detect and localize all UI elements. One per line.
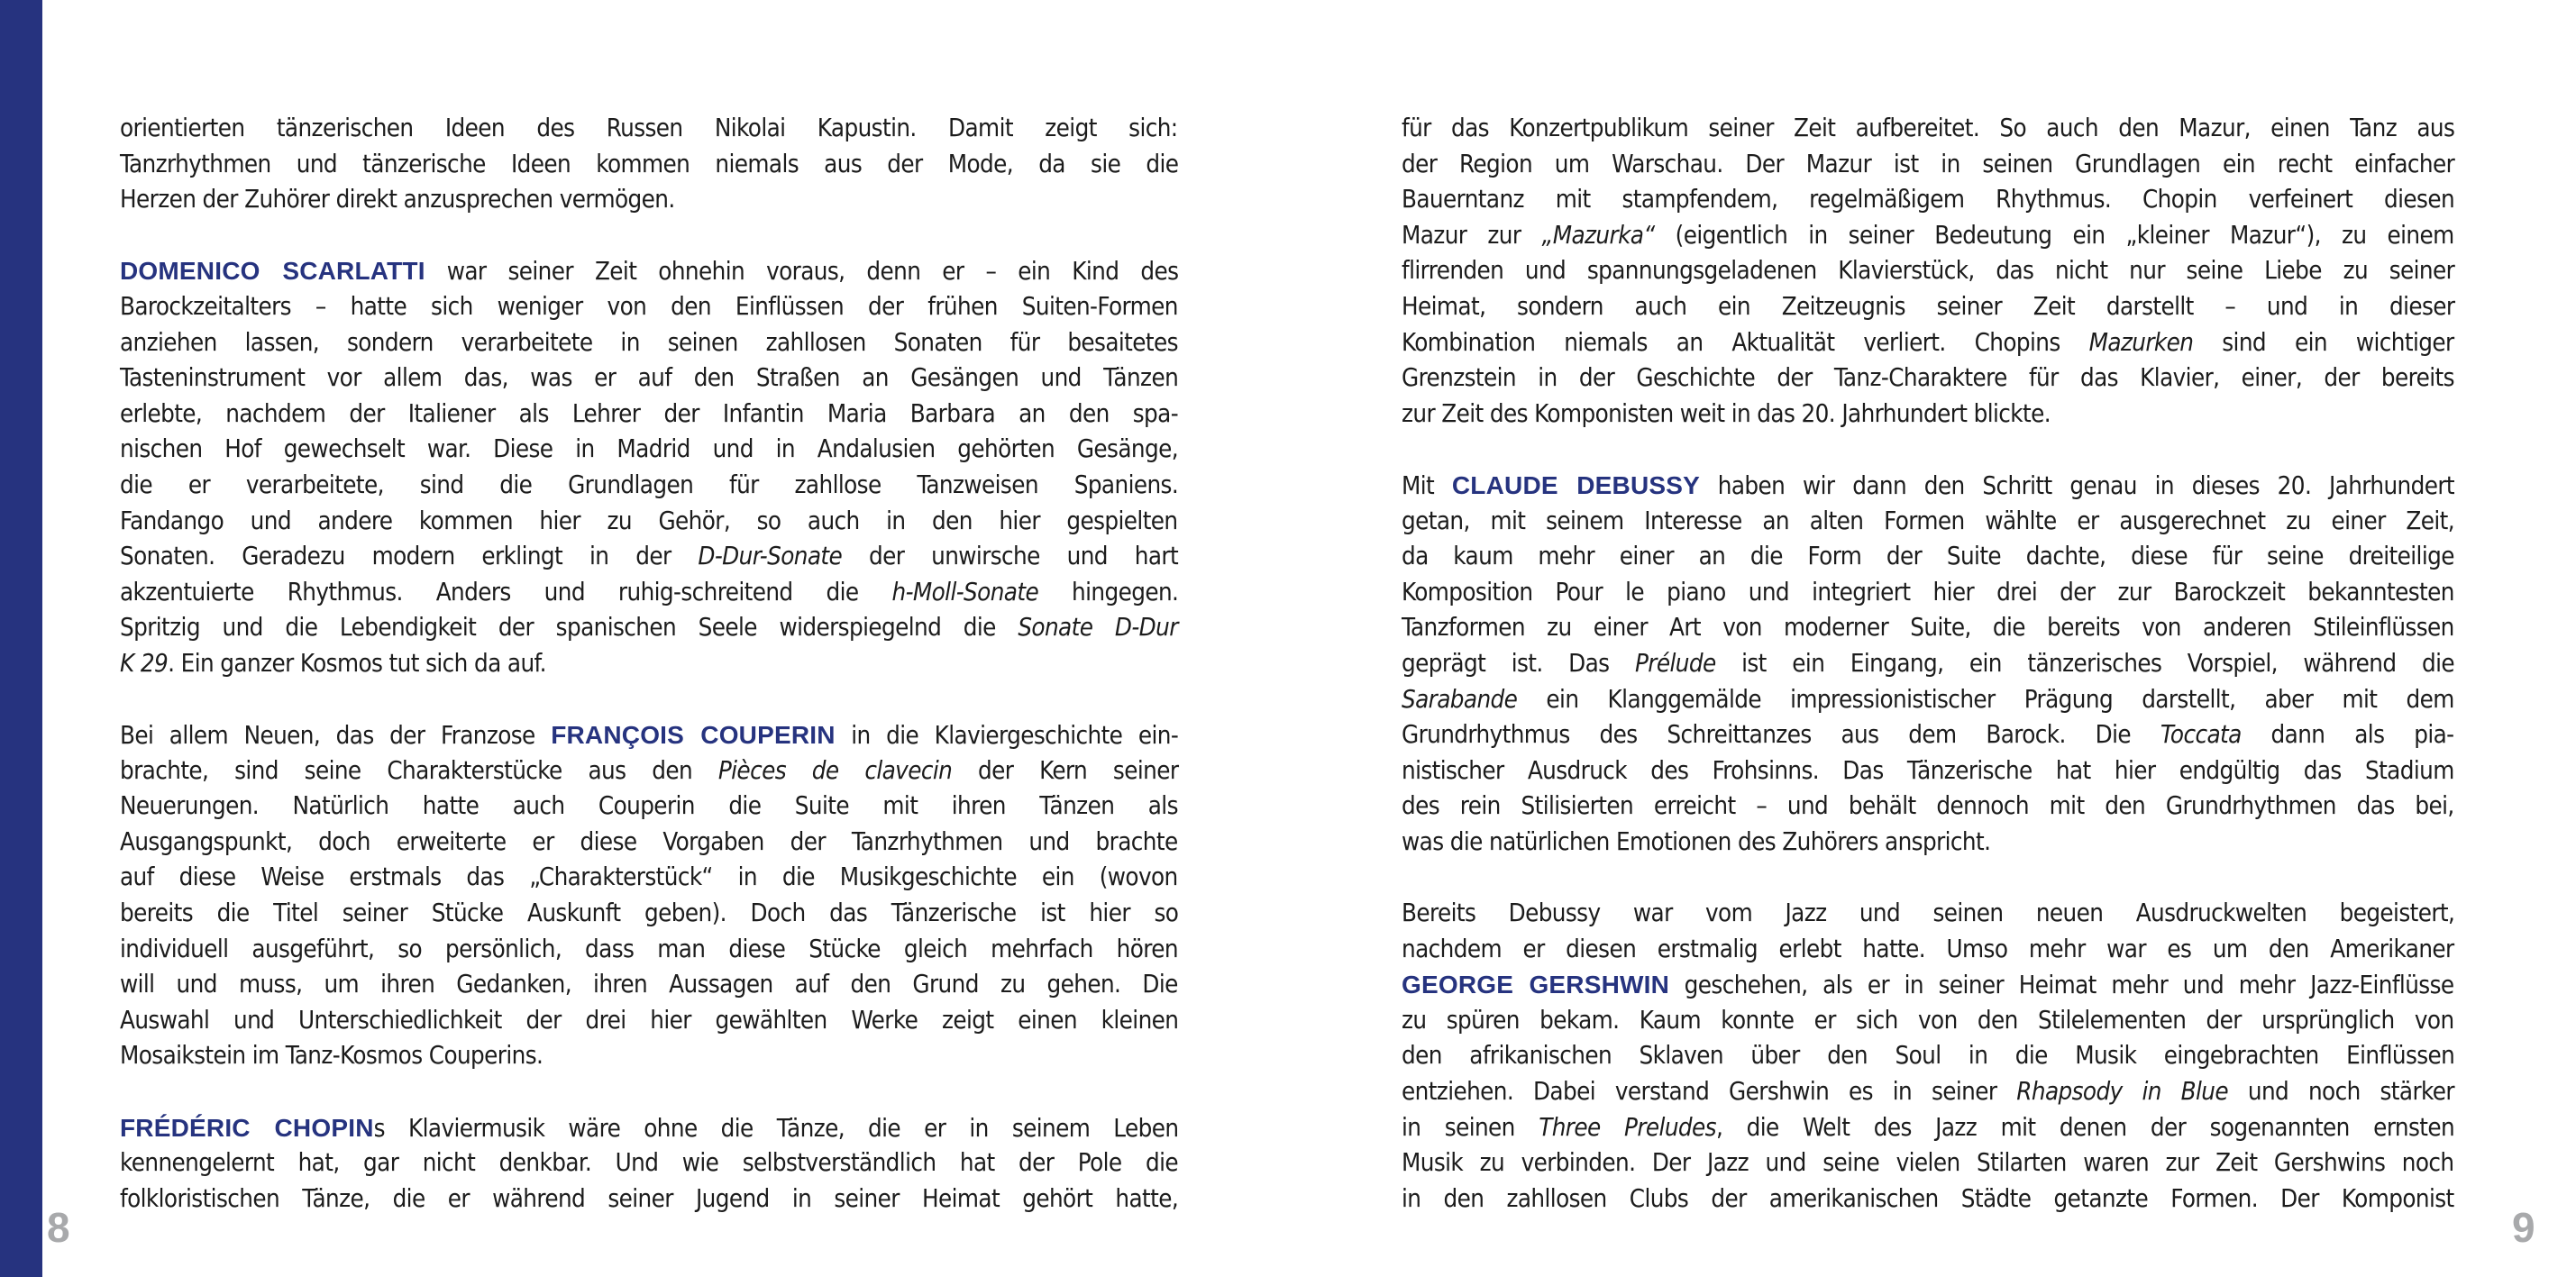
paragraph	[120, 111, 1178, 218]
text-run: war seiner Zeit ohnehin voraus, denn er – ein Kind des	[425, 257, 1179, 287]
text-line	[120, 1003, 1178, 1039]
text-line	[1402, 182, 2454, 218]
text-line	[120, 967, 1178, 1003]
paragraph	[1402, 468, 2454, 861]
text-line	[120, 1181, 1178, 1218]
text-run: Mosaikstein im Tanz-Kosmos Couperins.	[120, 1041, 544, 1071]
text-run: Bauerntanz mit stampfendem, regelmäßigem Rhythmus. Chopin verfeinert diesen	[1402, 185, 2455, 214]
italic-title: Mazurken	[2088, 327, 2194, 357]
text-run: entziehen. Dabei verstand Gershwin es in seiner	[1402, 1077, 2017, 1107]
text-run: für das Konzertpublikum seiner Zeit aufbereitet. So auch den Mazur, einen Tanz aus	[1402, 114, 2455, 142]
text-line	[1402, 325, 2454, 361]
text-run: nachdem er diesen erstmalig erlebt hatte. Umso mehr war es um den Amerikaner	[1402, 934, 2454, 963]
paragraph	[120, 253, 1178, 681]
text-run: zur Zeit des Komponisten weit in das 20. Jahrhundert blickte.	[1402, 398, 2051, 428]
composer-name: DOMENICO SCARLATTI	[120, 257, 425, 286]
composer-name: FRÉDÉRIC CHOPIN	[120, 1113, 374, 1142]
text-line	[120, 111, 1178, 147]
text-run: hingegen.	[1038, 577, 1179, 607]
text-run: Barockzeitalters – hatte sich weniger von den Einflüssen der frühen Suiten-Formen	[120, 291, 1178, 321]
text-run: erlebte, nachdem der Italiener als Lehrer der Infantin Maria Barbara an den spa-	[120, 398, 1179, 428]
text-run: in die Klaviergeschichte ein-	[835, 721, 1179, 751]
text-line	[1402, 825, 2454, 861]
text-run: ist ein Eingang, ein tänzerisches Vorspiel, während die	[1715, 648, 2455, 678]
text-line	[1402, 610, 2454, 646]
page-number-right: 9	[2512, 1204, 2535, 1251]
text-line	[1402, 1145, 2454, 1181]
text-line	[120, 253, 1178, 289]
text-line	[120, 397, 1178, 433]
paragraph	[120, 1110, 1178, 1218]
text-run: den afrikanischen Sklaven über den Soul in die Musik eingebrachten Einflüssen	[1402, 1041, 2455, 1071]
text-line	[1402, 504, 2454, 540]
text-line	[1402, 682, 2454, 718]
italic-title: Sonate D-Dur	[1018, 613, 1178, 643]
text-run: . Ein ganzer Kosmos tut sich da auf.	[168, 648, 546, 678]
text-line	[1402, 397, 2454, 433]
text-run: Auswahl und Unterschiedlichkeit der drei hier gewählten Werke zeigt einen kleinen	[120, 1005, 1179, 1035]
composer-name: GEORGE GERSHWIN	[1402, 971, 1670, 999]
text-run: Herzen der Zuhörer direkt anzusprechen vermögen.	[120, 185, 675, 214]
text-run: Neuerungen. Natürlich hatte auch Couperin die Suite mit ihren Tänzen als	[120, 791, 1178, 821]
text-run: Fandango und andere kommen hier zu Gehör, so auch in den hier gespielten	[120, 506, 1178, 535]
text-line	[120, 717, 1178, 753]
italic-title: Toccata	[2160, 720, 2242, 750]
text-run: Grenzstein in der Geschichte der Tanz-Charaktere für das Klavier, einer, der bereits	[1402, 363, 2454, 393]
text-run: was die natürlichen Emotionen des Zuhörers anspricht.	[1402, 826, 1991, 856]
text-run: s Klaviermusik wäre ohne die Tänze, die er in seinem Leben	[373, 1113, 1179, 1143]
italic-title: K 29	[120, 648, 169, 678]
text-line	[120, 147, 1178, 183]
text-line	[120, 468, 1178, 504]
text-run: der unwirsche und hart	[842, 542, 1179, 571]
text-run: folkloristischen Tänze, die er während seiner Jugend in seiner Heimat gehört hatte,	[120, 1183, 1179, 1213]
text-line	[1402, 1038, 2454, 1074]
blue-spine-bar	[0, 0, 42, 1277]
text-run: dann als pia-	[2241, 720, 2454, 750]
text-line	[120, 753, 1178, 789]
paragraph	[1402, 111, 2454, 432]
page-number-left: 8	[47, 1204, 70, 1251]
text-run: getan, mit seinem Interesse an alten Formen wählte er ausgerechnet zu einer Zeit,	[1402, 506, 2454, 535]
text-run: in den zahllosen Clubs der amerikanischen Städte getanzte Formen. Der Komponist	[1402, 1183, 2454, 1213]
text-run: geschehen, als er in seiner Heimat mehr und mehr Jazz-Einflüsse	[1669, 971, 2454, 1000]
text-run: der Region um Warschau. Der Mazur ist in seinen Grundlagen ein recht einfacher	[1402, 149, 2455, 178]
text-line	[120, 289, 1178, 325]
text-run: orientierten tänzerischen Ideen des Russen Nikolai Kapustin. Damit zeigt sich:	[120, 114, 1178, 142]
text-run: bereits die Titel seiner Stücke Auskunft geben). Doch das Tänzerische ist hier so	[120, 898, 1179, 928]
text-line	[1402, 1181, 2454, 1218]
text-run: in seinen	[1402, 1112, 1539, 1142]
composer-name: CLAUDE DEBUSSY	[1451, 470, 1700, 499]
text-run: Grundrhythmus des Schreittanzes aus dem Barock. Die	[1402, 720, 2160, 750]
text-line	[120, 325, 1178, 361]
text-run: , die Welt des Jazz mit denen der sogenannten ernsten	[1715, 1112, 2455, 1142]
text-line	[1402, 253, 2454, 289]
text-run: Tanzrhythmen und tänzerische Ideen kommen niemals aus der Mode, da sie die	[120, 149, 1179, 178]
text-line	[120, 504, 1178, 540]
text-line	[120, 610, 1178, 646]
text-run: anziehen lassen, sondern verarbeitete in seinen zahllosen Sonaten für besaitetes	[120, 327, 1178, 357]
text-line	[120, 539, 1178, 575]
text-run: Tanzformen zu einer Art von moderner Suite, die bereits von anderen Stileinflüssen	[1402, 613, 2454, 643]
text-run: ein Klanggemälde impressionistischer Prägung darstellt, aber mit dem	[1517, 684, 2454, 714]
text-line	[1402, 539, 2454, 575]
text-run: da kaum mehr einer an die Form der Suite dachte, diese für seine dreiteilige	[1402, 542, 2454, 571]
text-run: (eigentlich in seiner Bedeutung ein „kleiner Mazur“), zu einem	[1654, 220, 2454, 250]
italic-title: Sarabande	[1402, 684, 1518, 714]
text-line	[120, 432, 1178, 468]
text-run: sind ein wichtiger	[2193, 327, 2454, 357]
paragraph	[1402, 896, 2454, 1217]
text-line	[1402, 717, 2454, 753]
text-line	[1402, 1074, 2454, 1110]
text-run: haben wir dann den Schritt genau in dieses 20. Jahrhundert	[1700, 470, 2455, 500]
text-run: Kombination niemals an Aktualität verliert. Chopins	[1402, 327, 2089, 357]
text-run: brachte, sind seine Charakterstücke aus den	[120, 755, 718, 785]
text-run: Spritzig und die Lebendigkeit der spanischen Seele widerspiegelnd die	[120, 613, 1019, 643]
text-line	[120, 1145, 1178, 1181]
text-run: Mazur zur	[1402, 220, 1542, 250]
italic-title: Rhapsody in Blue	[2016, 1077, 2229, 1107]
text-run: nischen Hof gewechselt war. Diese in Madrid und in Andalusien gehörten Gesänge,	[120, 434, 1178, 464]
text-line	[120, 932, 1178, 968]
page-9-body	[1402, 111, 2454, 1253]
text-line	[1402, 753, 2454, 789]
text-line	[120, 646, 1178, 682]
text-line	[120, 575, 1178, 611]
page-8-body	[120, 111, 1178, 1253]
text-line	[1402, 111, 2454, 147]
italic-title: „Mazurka“	[1541, 220, 1655, 250]
text-line	[120, 825, 1178, 861]
text-run: die er verarbeitete, sind die Grundlagen für zahllose Tanzweisen Spaniens.	[120, 470, 1179, 499]
text-run: akzentuierte Rhythmus. Anders und ruhig-schreitend die	[120, 577, 892, 607]
text-run: Bei allem Neuen, das der Franzose	[120, 721, 552, 751]
text-run: individuell ausgeführt, so persönlich, dass man diese Stücke gleich mehrfach hören	[120, 934, 1178, 963]
text-line	[1402, 646, 2454, 682]
text-run: will und muss, um ihren Gedanken, ihren Aussagen auf den Grund zu gehen. Die	[120, 970, 1178, 999]
text-run: Sonaten. Geradezu modern erklingt in der	[120, 542, 699, 571]
text-run: geprägt ist. Das	[1402, 648, 1635, 678]
text-run: Komposition Pour le piano und integriert hier drei der zur Barockzeit bekanntesten	[1402, 577, 2454, 607]
text-line	[1402, 147, 2454, 183]
italic-title: Pièces de clavecin	[717, 755, 953, 785]
text-line	[1402, 360, 2454, 397]
text-run: kennengelernt hat, gar nicht denkbar. Und wie selbstverständlich hat der Pole die	[120, 1148, 1179, 1178]
composer-name: FRANÇOIS COUPERIN	[551, 721, 836, 750]
text-run: Ausgangspunkt, doch erweiterte er diese Vorgaben der Tanzrhythmen und brachte	[120, 826, 1178, 856]
text-run: Mit	[1402, 470, 1452, 500]
italic-title: Three Preludes	[1539, 1112, 1716, 1142]
italic-title: Prélude	[1634, 648, 1716, 678]
text-line	[120, 1110, 1178, 1146]
text-line	[1402, 1003, 2454, 1039]
text-line	[120, 1038, 1178, 1074]
text-run: der Kern seiner	[952, 755, 1179, 785]
text-run: Heimat, sondern auch ein Zeitzeugnis seiner Zeit darstellt – und in dieser	[1402, 291, 2455, 321]
text-run: auf diese Weise erstmals das „Charakterstück“ in die Musikgeschichte ein (wovon	[120, 862, 1178, 892]
text-line	[1402, 575, 2454, 611]
text-line	[120, 860, 1178, 896]
text-line	[120, 789, 1178, 825]
text-line	[120, 182, 1178, 218]
text-line	[1402, 1110, 2454, 1146]
text-run: Bereits Debussy war vom Jazz und seinen neuen Ausdruckwelten begeistert,	[1402, 898, 2455, 928]
text-run: des rein Stilisierten erreicht – und behält dennoch mit den Grundrhythmen das bei,	[1402, 791, 2454, 821]
text-line	[1402, 218, 2454, 254]
paragraph	[120, 717, 1178, 1074]
text-run: zu spüren bekam. Kaum konnte er sich von den Stilelementen der ursprünglich von	[1402, 1005, 2454, 1035]
italic-title: h-Moll-Sonate	[891, 577, 1039, 607]
text-run: flirrenden und spannungsgeladenen Klavierstück, das nicht nur seine Liebe zu seiner	[1402, 256, 2455, 286]
text-line	[1402, 932, 2454, 968]
text-line	[1402, 289, 2454, 325]
text-run: nistischer Ausdruck des Frohsinns. Das Tänzerische hat hier endgültig das Stadium	[1402, 755, 2454, 785]
text-line	[120, 360, 1178, 397]
text-line	[120, 896, 1178, 932]
text-run: und noch stärker	[2228, 1077, 2454, 1107]
text-line	[1402, 967, 2454, 1003]
text-line	[1402, 468, 2454, 504]
italic-title: D-Dur-Sonate	[698, 542, 843, 571]
text-line	[1402, 789, 2454, 825]
text-line	[1402, 896, 2454, 932]
text-run: Tasteninstrument vor allem das, was er auf den Straßen an Gesängen und Tänzen	[120, 363, 1179, 393]
text-run: Musik zu verbinden. Der Jazz und seine vielen Stilarten waren zur Zeit Gershwins noch	[1402, 1148, 2454, 1178]
